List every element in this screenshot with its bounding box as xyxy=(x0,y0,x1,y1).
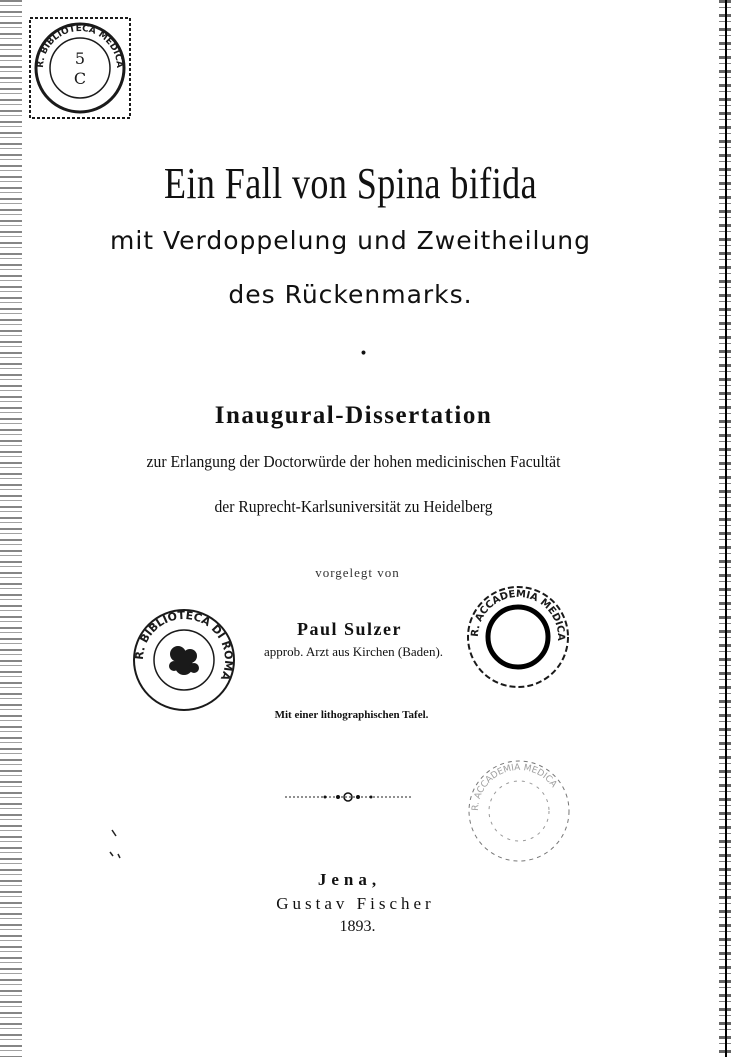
purpose-line-2: der Ruprecht-Karlsuniversität zu Heidelberg xyxy=(214,497,493,516)
academy-stamp-faint xyxy=(456,756,582,866)
svg-text:R. ACCADEMIA MEDICA xyxy=(470,589,566,641)
subtitle-line-2: des Rückenmarks. xyxy=(228,280,473,309)
library-stamp-top-left xyxy=(28,16,132,120)
scan-edge-line xyxy=(725,0,727,1057)
stamp-rome-text: R. BIBLIOTECA DI ROMA xyxy=(132,608,236,683)
publication-place: Jena, xyxy=(317,870,382,889)
presented-by: vorgelegt von xyxy=(315,565,400,580)
publisher: Gustav Fischer xyxy=(276,894,435,913)
stamp-faint-text: R. ACCADEMIA MEDICA xyxy=(470,762,559,812)
svg-text:5: 5 xyxy=(74,49,86,68)
purpose-line-1: zur Erlangung der Doctorwürde der hohen medicinischen Facultät xyxy=(146,452,561,471)
stamp-academy-text: R. ACCADEMIA MEDICA xyxy=(469,588,567,641)
author-name: Paul Sulzer xyxy=(297,619,402,639)
paper-specks xyxy=(106,826,136,866)
svg-text:C: C xyxy=(73,69,87,88)
decorative-ornament xyxy=(283,790,413,804)
academy-stamp-right xyxy=(458,584,578,690)
author-title: approb. Arzt aus Kirchen (Baden). xyxy=(263,644,444,659)
plate-note: Mit einer lithographischen Tafel. xyxy=(274,709,429,721)
stamp-top-left-text: R. BIBLIOTECA MEDICA xyxy=(35,23,125,69)
svg-text:R. ACCADEMIA MEDICA xyxy=(471,763,559,811)
separator-dot: • xyxy=(359,346,368,362)
subtitle-line-1: mit Verdoppelung und Zweitheilung xyxy=(109,226,592,255)
dissertation-heading: Inaugural-Dissertation xyxy=(214,402,493,429)
book-title: Ein Fall von Spina bifida xyxy=(163,159,538,208)
publication-year: 1893. xyxy=(339,918,376,935)
library-stamp-rome xyxy=(130,606,238,714)
